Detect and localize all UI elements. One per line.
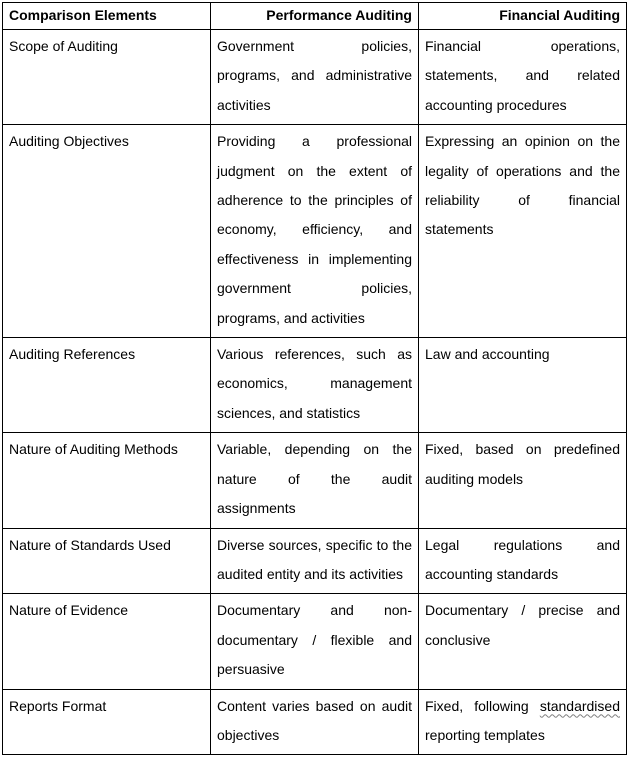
- cell-element: Reports Format: [3, 689, 211, 755]
- cell-financial: Expressing an opinion on the legality of operations and the reliability of financial statements: [419, 125, 627, 338]
- financial-text-suffix: reporting templates: [425, 726, 545, 743]
- cell-element: Nature of Auditing Methods: [3, 433, 211, 528]
- table-row: [3, 594, 627, 689]
- cell-element: Auditing References: [3, 338, 211, 433]
- table-row: [3, 433, 627, 528]
- header-performance-auditing: Performance Auditing: [211, 3, 419, 30]
- cell-performance: Providing a professional judgment on the extent of adherence to the principles of economy, efficiency, and effectiveness in implementing government policies, programs, and activities: [211, 125, 419, 338]
- table-row: [3, 338, 627, 433]
- cell-financial: Documentary / precise and conclusive: [419, 594, 627, 689]
- table-row: [3, 30, 627, 125]
- spellcheck-flagged-word: standardised: [539, 697, 620, 714]
- header-row: [3, 3, 627, 30]
- cell-performance: Variable, depending on the nature of the audit assignments: [211, 433, 419, 528]
- cell-performance: Diverse sources, specific to the audited entity and its activities: [211, 528, 419, 594]
- table-row: [3, 689, 627, 755]
- cell-financial: Legal regulations and accounting standards: [419, 528, 627, 594]
- comparison-table: [2, 2, 627, 755]
- cell-element: Auditing Objectives: [3, 125, 211, 338]
- cell-performance: Various references, such as economics, management sciences, and statistics: [211, 338, 419, 433]
- header-comparison-elements: Comparison Elements: [3, 3, 211, 30]
- table-row: [3, 528, 627, 594]
- cell-financial: Law and accounting: [419, 338, 627, 433]
- cell-performance: Documentary and non-documentary / flexible and persuasive: [211, 594, 419, 689]
- cell-element: Nature of Evidence: [3, 594, 211, 689]
- cell-financial: [419, 689, 627, 755]
- header-financial-auditing: Financial Auditing: [419, 3, 627, 30]
- cell-performance: Government policies, programs, and administrative activities: [211, 30, 419, 125]
- cell-financial: Fixed, based on predefined auditing models: [419, 433, 627, 528]
- financial-text-prefix: Fixed, following: [425, 697, 540, 714]
- cell-performance: Content varies based on audit objectives: [211, 689, 419, 755]
- cell-financial: Financial operations, statements, and related accounting procedures: [419, 30, 627, 125]
- table-row: [3, 125, 627, 338]
- cell-element: Scope of Auditing: [3, 30, 211, 125]
- cell-element: Nature of Standards Used: [3, 528, 211, 594]
